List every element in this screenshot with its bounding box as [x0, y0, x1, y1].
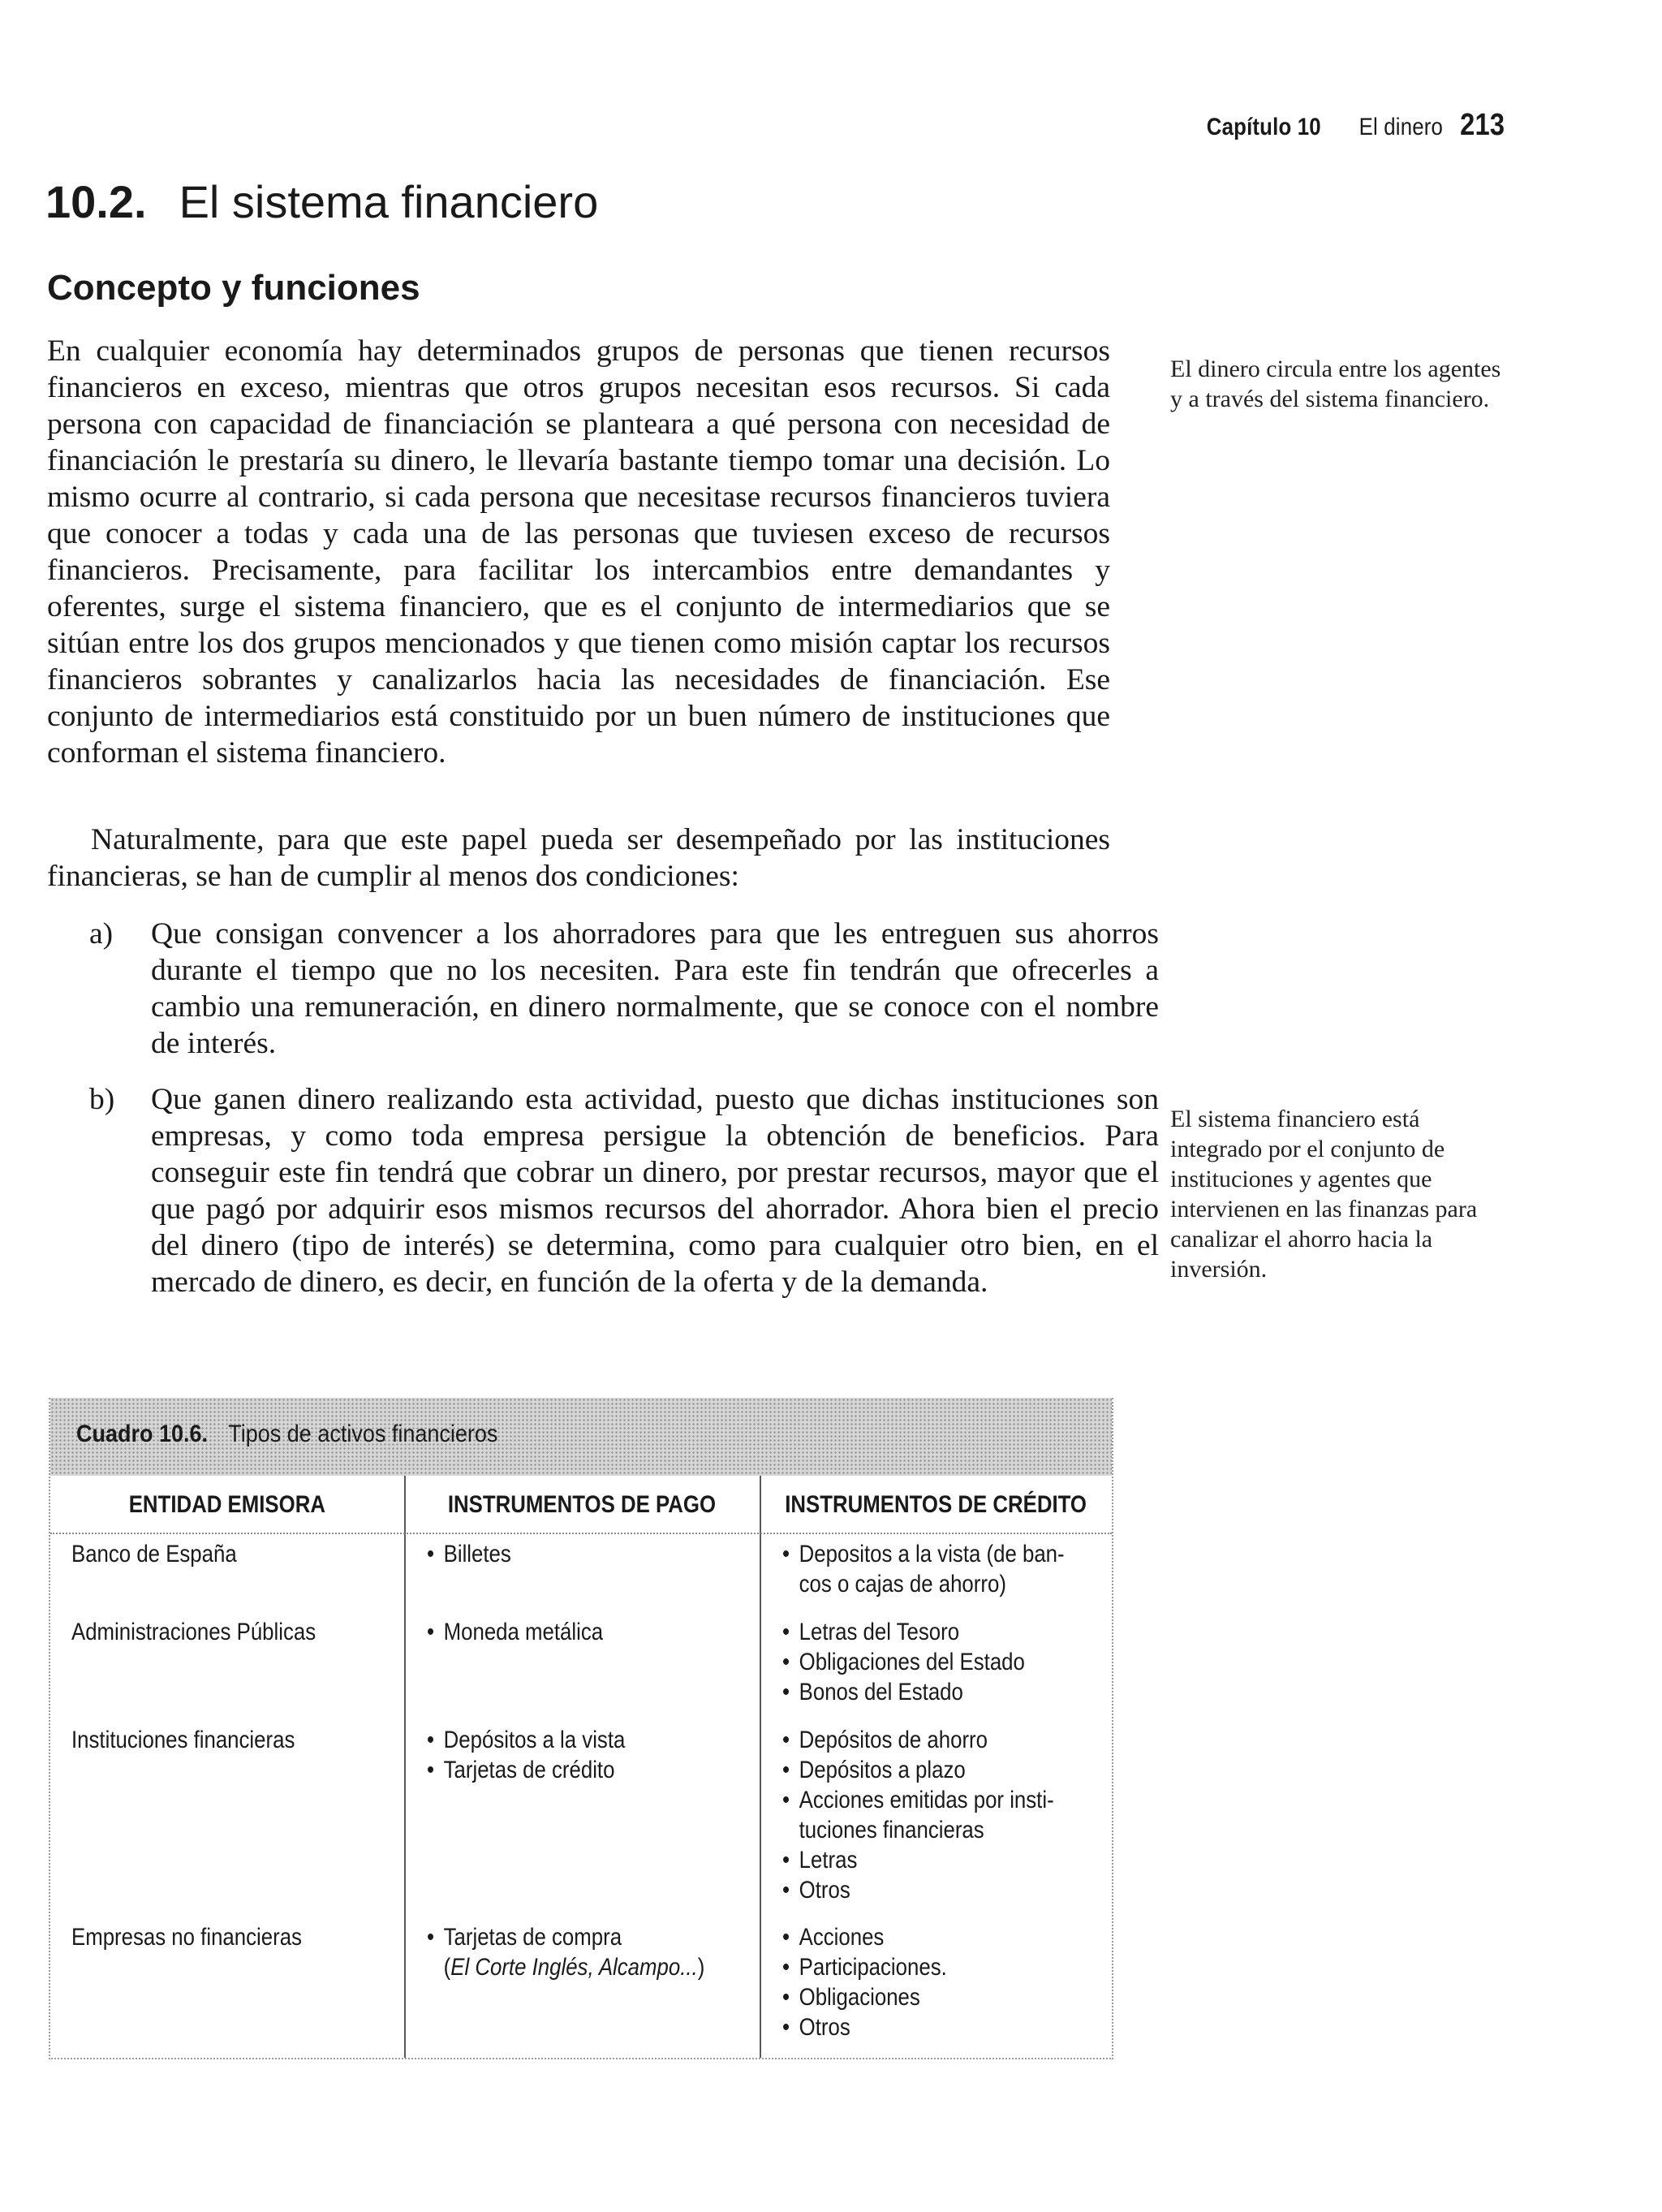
condition-text: Que ganen dinero realizando esta actividad, puesto que dichas instituciones son empresas, y como toda empresa persigue la obtención de beneficios. Para conseguir este fin tendrá que cobrar un dinero, por prestar recursos, mayor que el que pagó por adquirir esos mismos recursos del ahorrador. Ahora bien el precio del dinero (tipo de interés) se determina, como para cualquier otro bien, en el mercado de dinero, es decir, en función de la oferta y de la demanda.	[151, 1083, 1159, 1299]
table-cell-payment: • Tarjetas de compra (El Corte Inglés, Alcampo...)	[427, 1922, 704, 1982]
paragraph-intro: En cualquier economía hay determinados grupos de personas que tienen recursos financieros en exceso, mientras que otros grupos necesitan esos recursos. Si cada persona con capacidad de financiación se planteara a qué persona con necesidad de financiación le prestaría su dinero, le llevaría bastante tiempo tomar una decisión. Lo mismo ocurre al contrario, si cada persona que necesitase recursos financieros tuviera que conocer a todas y cada una de las personas que tuviesen exceso de recursos financieros. Precisamente, para facilitar los intercambios entre demandantes y oferentes, surge el sistema financiero, que es el conjunto de intermediarios que se sitúan entre los dos grupos mencionados y que tienen como misión captar los recursos financieros sobrantes y canalizarlos hacia las necesidades de financiación. Ese conjunto de intermediarios está constituido por un buen número de instituciones que conforman el sistema financiero.	[47, 334, 1110, 770]
section-title	[45, 175, 598, 228]
table-cell-payment: • Moneda metálica	[427, 1617, 603, 1647]
table-cell-entity: Administraciones Públicas	[71, 1619, 316, 1645]
table-cell-credit: • Depósitos de ahorro • Depósitos a plazo • Acciones emitidas por insti- tuciones financieras • Letras • Otros	[782, 1725, 1054, 1905]
table-cell-credit: • Acciones • Participaciones. • Obligaciones • Otros	[782, 1922, 947, 2042]
column-divider	[404, 1476, 406, 2058]
table-cell-entity: Instituciones financieras	[71, 1727, 295, 1753]
margin-note: El dinero circula entre los agentes y a través del sistema financiero.	[1170, 356, 1501, 412]
table-cell-payment: • Depósitos a la vista • Tarjetas de crédito	[427, 1725, 625, 1785]
table-cell-entity: Empresas no financieras	[71, 1924, 302, 1951]
list-marker: b)	[89, 1083, 115, 1116]
section-title-text: El sistema financiero	[179, 176, 599, 227]
subsection-title: Concepto y funciones	[47, 268, 420, 308]
running-header	[1207, 108, 1505, 143]
column-divider	[760, 1476, 761, 2058]
table-cell-credit: • Depositos a la vista (de ban- cos o cajas de ahorro)	[782, 1539, 1065, 1599]
chapter-topic: El dinero	[1358, 114, 1443, 140]
page-number: 213	[1459, 108, 1505, 142]
financial-assets-table	[49, 1398, 1113, 2059]
condition-text: Que consigan convencer a los ahorradores para que les entreguen sus ahorros durante el tiempo que no los necesiten. Para este fin tendrán que ofrecerles a cambio una remuneración, en dinero normalmente, que se conoce con el nombre de interés.	[151, 917, 1159, 1060]
table-cell-credit: • Letras del Tesoro • Obligaciones del Estado • Bonos del Estado	[782, 1617, 1025, 1707]
table-caption	[76, 1421, 497, 1448]
column-header-entity: ENTIDAD EMISORA	[128, 1491, 326, 1518]
paragraph-conditions: Naturalmente, para que este papel pueda ser desempeñado por las instituciones financieras, se han de cumplir al menos dos condiciones:	[47, 823, 1110, 893]
table-caption-title: Tipos de activos financieros	[228, 1421, 498, 1447]
chapter-label: Capítulo 10	[1206, 114, 1321, 140]
margin-note: El sistema financiero está integrado por el conjunto de instituciones y agentes que intervienen en las finanzas para canalizar el ahorro hacia la inversión.	[1170, 1106, 1478, 1283]
header-rule	[50, 1533, 1112, 1534]
section-number: 10.2.	[45, 176, 147, 227]
column-header-payment: INSTRUMENTOS DE PAGO	[447, 1491, 717, 1518]
list-marker: a)	[89, 917, 114, 951]
table-cell-entity: Banco de España	[71, 1541, 237, 1567]
column-header-credit: INSTRUMENTOS DE CRÉDITO	[785, 1491, 1087, 1518]
table-caption-number: Cuadro 10.6.	[76, 1421, 209, 1447]
table-cell-payment: • Billetes	[427, 1539, 511, 1569]
